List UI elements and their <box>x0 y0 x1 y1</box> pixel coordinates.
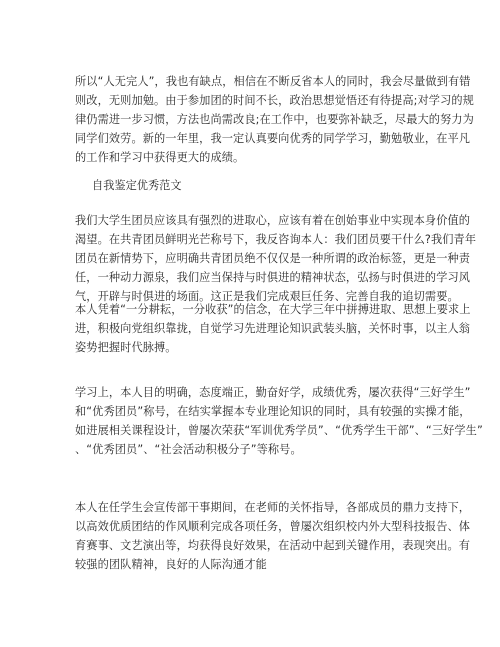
text-line: 如进展相关课程设计，曾屡次荣获“军训优秀学员”、“优秀学生干部”、“三好学生” <box>75 424 483 437</box>
text-line: 以高效优质团结的作风顺利完成各项任务，曾屡次组织校内外大型科技报告、体 <box>75 520 471 533</box>
paragraph-study <box>75 383 483 459</box>
text-line: 、“优秀团员”、“社会活动积极分子”等称号。 <box>75 443 302 456</box>
text-line: 气，开辟与时俱进的场面。这正是我们完成艰巨任务、完善自我的追切需要。 <box>75 290 459 303</box>
text-line: 则改，无则加勉。由于参加团的时间不长，政治思想觉悟还有待提高;对学习的规 <box>75 94 474 107</box>
text-line: 所以“人无完人”，我也有缺点，相信在不断反省本人的同时，我会尽量做到有错 <box>75 75 471 88</box>
section-heading: 自我鉴定优秀范文 <box>92 179 182 192</box>
text-line: 学习上，本人目的明确，态度端正，勤奋好学，成绩优秀，屡次获得“三好学生” <box>75 386 471 399</box>
text-line: 我们大学生团员应该具有强烈的进取心，应该有着在创始事业中实现本身价值的 <box>75 214 471 227</box>
text-line: 同学们效劳。新的一年里，我一定认真要向优秀的同学学习，勤勉敬业，在平凡 <box>75 132 471 145</box>
text-line: 渴望。在共青团员鲜明光芒称号下，我反咨询本人：我们团员要干什么?我们青年 <box>75 233 477 246</box>
text-line: 姿势把握时代脉搏。 <box>75 341 177 354</box>
paragraph-ambition <box>75 211 477 306</box>
text-line: 律仍需进一步习惯，方法也尚需改良;在工作中，也要弥补缺乏，尽最大的努力为 <box>75 113 474 126</box>
text-line: 较强的团队精神，良好的人际沟通才能 <box>75 558 267 571</box>
paragraph-self-reflection <box>75 72 474 167</box>
text-line: 本人在任学生会宣传部干事期间，在老师的关怀指导，各部成员的鼎力支持下， <box>75 501 471 514</box>
text-line: 的工作和学习中获得更大的成绩。 <box>75 151 245 164</box>
text-line: 和“优秀团员”称号，在结实掌握本专业理论知识的同时，具有较强的实操才能， <box>75 405 471 418</box>
paragraph-belief <box>75 300 471 357</box>
text-line: 团员在新情势下，应明确共青团员绝不仅仅是一种所谓的政治标签，更是一种责 <box>75 252 471 265</box>
text-line: 育赛事、文艺演出等，均获得良好效果，在活动中起到关键作用，表现突出。有 <box>75 539 471 552</box>
text-line: 进，积极向党组织靠拢，自觉学习先进理论知识武装头脑，关怀时事，以主人翁 <box>75 322 471 335</box>
text-line: 任，一种动力源泉，我们应当保持与时俱进的精神状态，弘扬与时俱进的学习风 <box>75 271 471 284</box>
text-line: 本人凭着“一分耕耘，一分收获”的信念，在大学三年中拼搏进取、思想上要求上 <box>75 303 471 316</box>
paragraph-student-union <box>75 498 471 574</box>
